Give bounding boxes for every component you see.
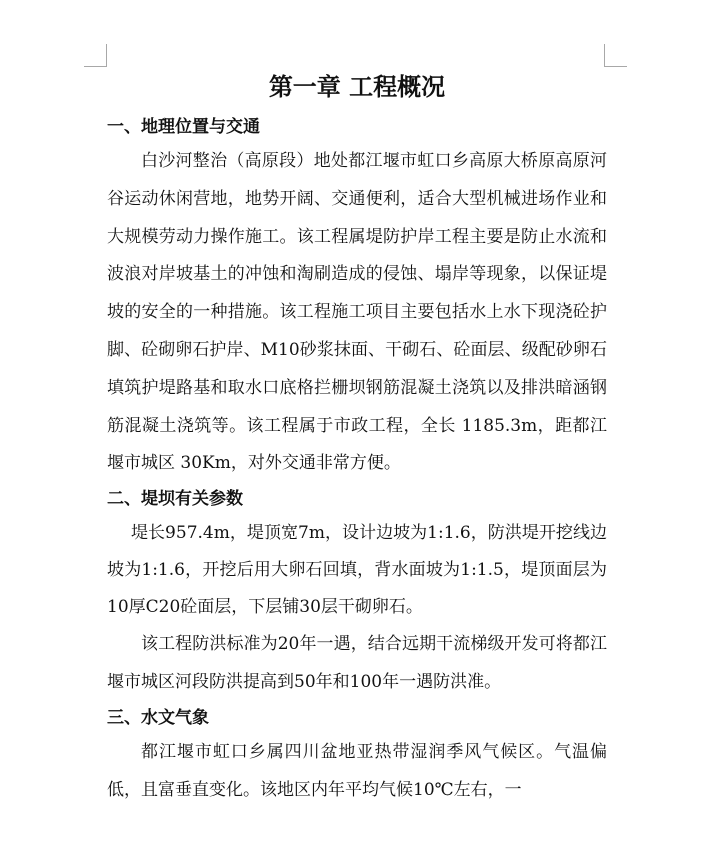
section-heading-location: 一、地理位置与交通 xyxy=(107,117,260,137)
paragraph-parameters: 堤长957.4m，堤顶宽7m，设计边坡为1:1.6，防洪堤开挖线边坡为1:1.6，开挖后用大卵石回填，背水面坡为1:1.5，堤顶面层为10厚C20砼面层，下层铺30层干砌卵石。 xyxy=(107,523,607,618)
section-heading-parameters: 二、堤坝有关参数 xyxy=(107,489,243,510)
paragraph-hydrology: 都江堰市虹口乡属四川盆地亚热带湿润季风气候区。气温偏低，且富垂直变化。该地区内年平均气候10℃左右，一 xyxy=(107,741,607,800)
margin-corner-mark-left xyxy=(84,44,107,67)
paragraph-flood-standard: 该工程防洪标准为20年一遇，结合远期干流梯级开发可将都江堰市城区河段防洪提高到50年和100年一遇防洪准。 xyxy=(107,634,607,692)
paragraph-location: 白沙河整治（高原段）地处都江堰市虹口乡高原大桥原高原河谷运动休闲营地，地势开阔、交通便利，适合大型机械进场作业和大规模劳动力操作施工。该工程属堤防护岸工程主要是防止水流和波浪对岸坡基土的冲蚀和淘刷造成的侵蚀、塌岸等现象，以保证堤坡的安全的一种措施。该工程施工项目主要包括水上水下现浇砼护脚、砼砌卵石护岸、M10砂浆抹面、干砌石、砼面层、级配砂卵石填筑护堤路基和取水口底格拦栅坝钢筋混凝土浇筑以及排洪暗涵钢筋混凝土浇筑等。该工程属于市政工程，全长 1185.3m，距都江堰市城区 30Km，对外交通非常方便。 xyxy=(107,151,607,474)
margin-corner-mark-right xyxy=(604,44,627,67)
chapter-title: 第一章 工程概况 xyxy=(268,72,446,101)
document-body xyxy=(107,68,607,809)
section-heading-hydrology: 三、水文气象 xyxy=(107,707,209,728)
